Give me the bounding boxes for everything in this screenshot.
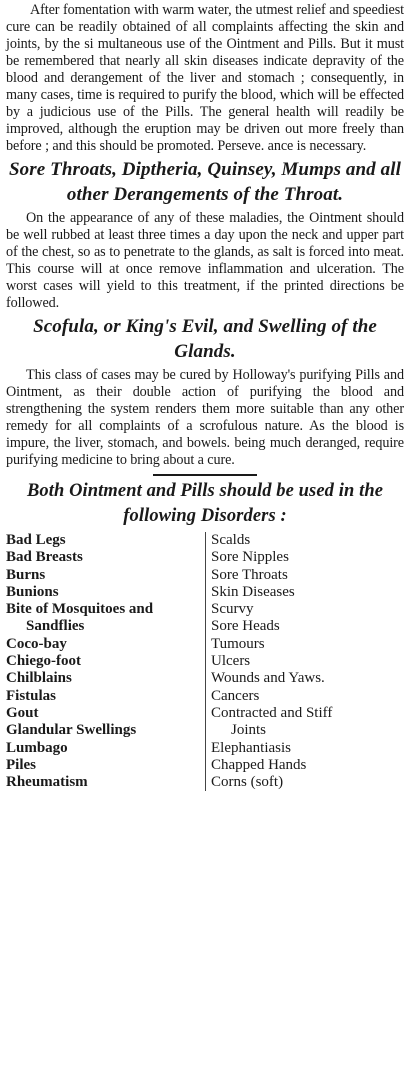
divider-rule (153, 474, 257, 476)
list-item: Corns (soft) (211, 774, 284, 791)
list-item: Chilblains (6, 670, 72, 687)
list-item: Tumours (211, 635, 265, 652)
disorders-left-column (6, 532, 206, 791)
list-item: Coco-bay (6, 635, 67, 652)
intro-paragraph: After fomentation with warm water, the utmest relief and speediest cure can be readily obtained of all complaints affecting the skin and joints, by the si multaneous use of the Ointment and Pills. But it must be remembered that nearly all skin diseases indicate depravity of the blood and derangement of the liver and stomach ; consequently, in many cases, time is required to purify the blood, which will be effected by a judicious use of the Pills. The general health will readily be improved, although the eruption may be driven out more freely than before ; and this should be promoted. Perseve. ance is necessary. (6, 2, 404, 154)
list-item: Sandflies (26, 618, 85, 635)
disorders-right-column (206, 532, 404, 791)
list-item: Ulcers (211, 653, 251, 670)
list-item: Skin Diseases (211, 583, 295, 600)
list-item: Burns (6, 566, 46, 583)
list-item: Gout (6, 704, 39, 721)
list-item: Sore Heads (211, 618, 280, 635)
list-item: Chiego-foot (6, 653, 81, 670)
list-item: Chapped Hands (211, 756, 307, 773)
list-item: Scurvy (211, 601, 254, 618)
list-item: Bite of Mosquitoes and (6, 601, 154, 618)
section-body-throat: On the appearance of any of these maladies, the Ointment should be well rubbed at least three times a day upon the neck and upper part of the chest, so as to penetrate to the glands, as salt is forced into meat. This course will at once remove inflammation and ulceration. The worst cases will yield to this treatment, if the printed directions be followed. (6, 210, 404, 311)
list-item: Bunions (6, 583, 59, 600)
list-item: Bad Legs (6, 532, 66, 548)
list-item: Scalds (211, 532, 251, 548)
list-item: Glandular Swellings (6, 722, 137, 739)
list-item: Sore Nipples (211, 549, 289, 566)
list-item: Piles (6, 756, 36, 773)
list-item: Elephantiasis (211, 739, 291, 756)
list-item: Fistulas (6, 687, 57, 704)
list-item: Wounds and Yaws. (211, 670, 325, 687)
list-item: Sore Throats (211, 566, 288, 583)
section-heading-glands: Scofula, or King's Evil, and Swelling of the Glands. (33, 316, 377, 362)
list-item: Contracted and Stiff (211, 704, 333, 721)
disorders-list (6, 532, 404, 791)
section-body-glands: This class of cases may be cured by Holloway's purifying Pills and Ointment, as their double action of purifying the blood and strengthening the system renders them more suitable than any other remedy for all complaints of a scrofulous nature. As the blood is impure, the liver, stomach, and bowels. being much deranged, require purifying medicine to bring about a cure. (6, 367, 404, 468)
disorders-heading: Both Ointment and Pills should be used in the following Disorders : (26, 481, 384, 526)
list-item: Bad Breasts (6, 549, 83, 566)
list-item: Cancers (211, 687, 260, 704)
list-item: Rheumatism (6, 774, 88, 791)
list-item: Lumbago (6, 739, 68, 756)
list-item: Joints (231, 722, 267, 739)
section-heading-throat: Sore Throats, Diptheria, Quinsey, Mumps and all other Derangements of the Throat. (9, 159, 401, 205)
